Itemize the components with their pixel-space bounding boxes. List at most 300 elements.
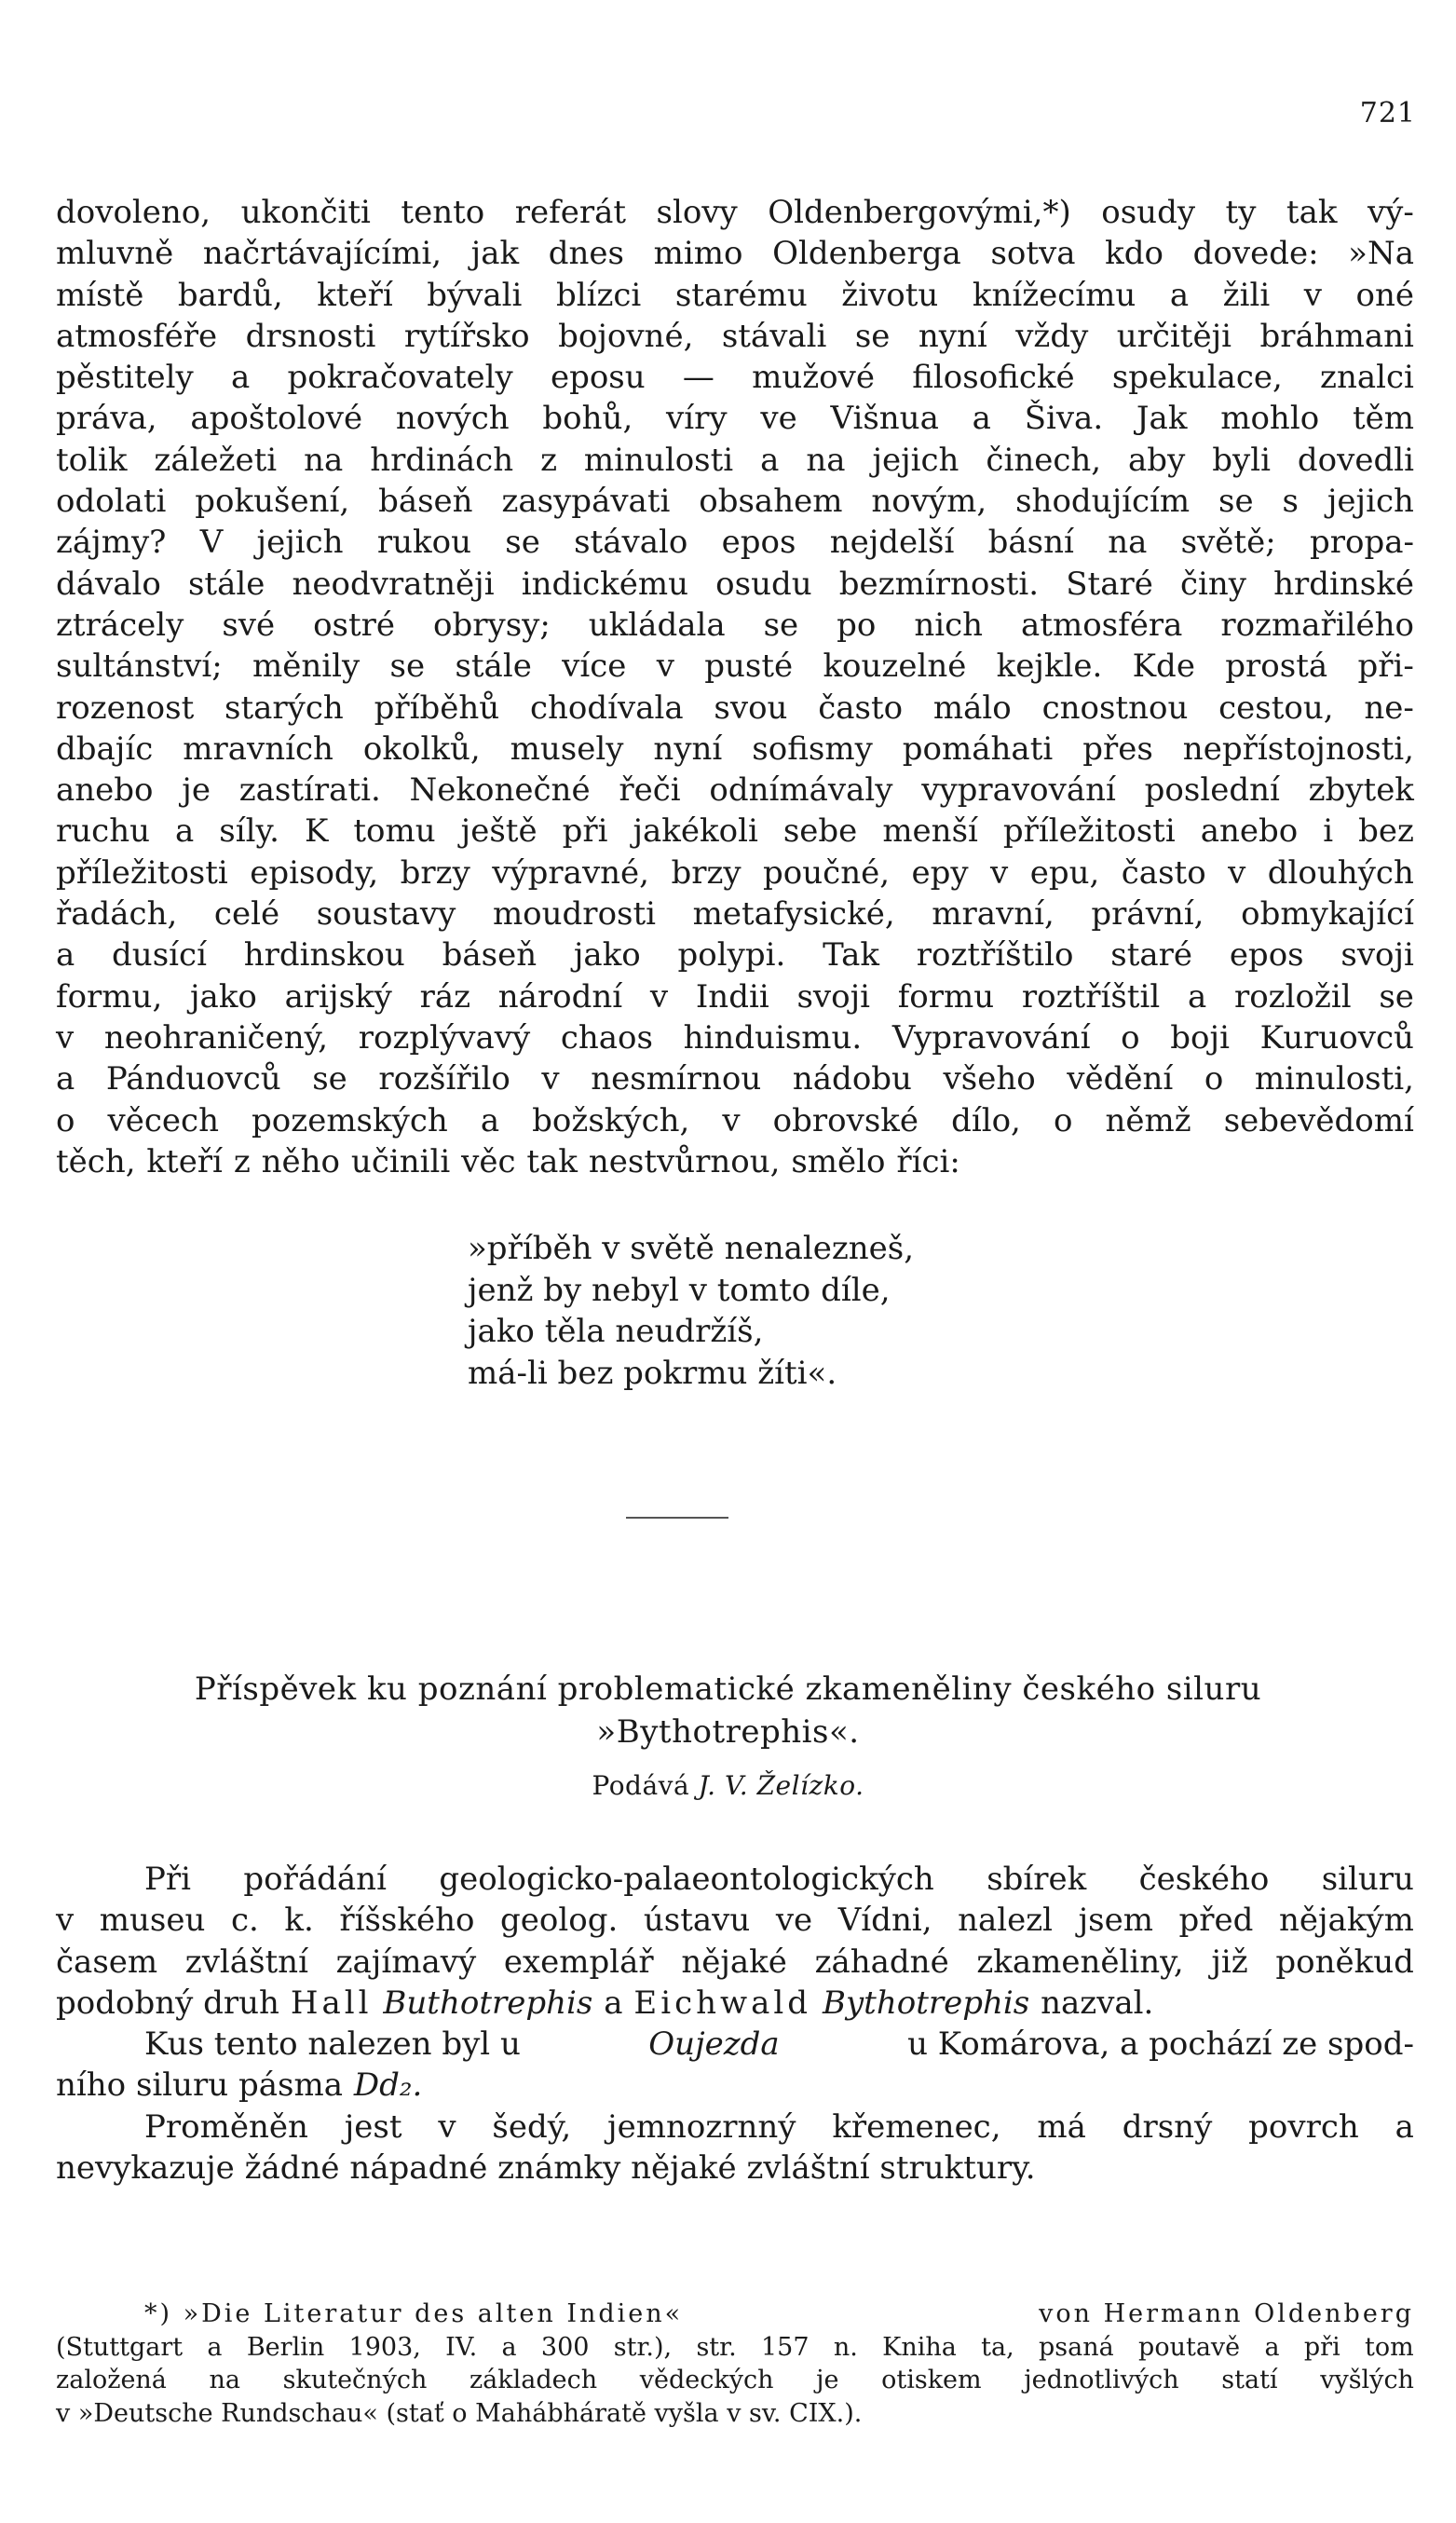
word: sebevědomí [1223, 1101, 1414, 1139]
word: bez [1358, 812, 1414, 851]
text-fragment: *) »Die Literatur des alten Indien« [144, 2299, 684, 2328]
word: epos [721, 524, 796, 562]
word: starému [674, 276, 808, 314]
text-fragment: v »Deutsche Rundschau« (stať o Mahábháratě vyšla v sv. CIX.). [56, 2398, 863, 2428]
word: vědeckých [639, 2366, 774, 2394]
word: anebo [56, 771, 154, 810]
word: všeho [943, 1060, 1036, 1098]
word: o [1204, 1060, 1224, 1098]
word: Oldenbergovými,*) [768, 194, 1071, 231]
word: siluru [1321, 1861, 1414, 1898]
word: dovedli [1297, 441, 1414, 479]
word: obrysy; [433, 606, 551, 644]
word: často [818, 689, 904, 727]
word: příležitosti [1002, 812, 1176, 851]
word: a [230, 359, 251, 397]
word: mužové [752, 359, 875, 397]
genus-name: Bythotrephis [822, 1984, 1030, 2022]
word: ta, [981, 2332, 1014, 2362]
word: Nekonečné [409, 771, 591, 810]
text-line [56, 893, 1414, 934]
word: Oldenberga [772, 235, 961, 273]
word: zbytek [1308, 771, 1414, 810]
verse-quote [468, 1228, 914, 1394]
word: obrovské [772, 1101, 919, 1139]
footnote-line [56, 2397, 1414, 2431]
word: dovede: [1192, 235, 1319, 273]
word: stávalo [574, 524, 688, 562]
word: povrch [1248, 2107, 1359, 2146]
word: pozemských [252, 1101, 448, 1139]
text-line [56, 1017, 1414, 1058]
word: a [1187, 977, 1207, 1016]
word: (Stuttgart [56, 2332, 184, 2362]
word: prostá [1225, 648, 1328, 686]
word: v [722, 1101, 741, 1139]
word: V [199, 524, 224, 562]
text-line [56, 1058, 1414, 1099]
word: rozšířilo [378, 1060, 510, 1098]
footnote-line [56, 2364, 1414, 2397]
word: dovoleno, [56, 194, 211, 231]
word: Jak [1136, 400, 1188, 438]
word: knížecímu [972, 276, 1136, 314]
word: mohlo [1220, 400, 1320, 438]
word: »Na [1348, 235, 1414, 273]
text-fragment: nevykazuje žádné nápadné známky nějaké zvláštní struktury. [56, 2149, 1036, 2188]
stratum-name: Dd₂. [353, 2066, 423, 2105]
section-divider [626, 1517, 728, 1519]
word: tom [1365, 2332, 1414, 2362]
word: řadách, [56, 895, 178, 934]
text-fragment: a [604, 1984, 623, 2022]
word: na [304, 441, 344, 479]
word: se [505, 524, 540, 562]
word: základech [469, 2366, 598, 2394]
word: Staré [1066, 565, 1153, 603]
word: jakékoli [633, 812, 758, 851]
word: báseň [442, 936, 537, 975]
word: dílo, [951, 1101, 1021, 1139]
word: str.), [613, 2332, 673, 2362]
word: polypi. [677, 936, 786, 975]
word: nich [914, 606, 984, 644]
word: časem [56, 1943, 158, 1981]
word: pěstitely [56, 359, 194, 397]
text-line [56, 1942, 1414, 1983]
word: filosofické [912, 359, 1075, 397]
word: v [990, 853, 1009, 892]
word: rozenost [56, 689, 195, 727]
word: zastírati. [238, 771, 381, 810]
text-line [56, 852, 1414, 893]
footnote-line [56, 2298, 1414, 2331]
word: dlouhých [1267, 853, 1414, 892]
word: v [656, 648, 674, 686]
word: byli [1212, 441, 1271, 479]
word: bardů, [177, 276, 283, 314]
word: ztrácely [56, 606, 184, 644]
word: stále [455, 648, 532, 686]
word: báseň [378, 483, 473, 521]
word: se [389, 648, 426, 686]
word: pomáhati [902, 730, 1054, 768]
word: poslední [1144, 771, 1280, 810]
word: jako [190, 977, 257, 1016]
word: ráz [419, 977, 470, 1016]
word: odolati [56, 483, 167, 521]
word: smělo [791, 1142, 886, 1180]
word: výpravné, [492, 853, 649, 892]
word: a [56, 1060, 75, 1098]
word: stávali [721, 317, 827, 355]
word: říšského [339, 1902, 475, 1940]
word: roztříštilo [916, 936, 1074, 975]
word: chaos [560, 1018, 653, 1057]
word: Višnua [830, 400, 939, 438]
word: brzy [400, 853, 470, 892]
word: v [56, 1018, 75, 1057]
genus-name: Buthotrephis [383, 1984, 593, 2022]
word: mimo [653, 235, 743, 273]
word: statí [1221, 2366, 1278, 2394]
word: nových [395, 400, 510, 438]
word: skutečných [282, 2366, 428, 2394]
word: básní [987, 524, 1074, 562]
word: Vypravování [891, 1018, 1091, 1057]
word: příležitosti [56, 853, 228, 892]
word: roztříštil [1021, 977, 1161, 1016]
word: neohraničený, [103, 1018, 329, 1057]
word: 300 [540, 2332, 590, 2362]
word: Kniha [882, 2332, 957, 2362]
word: tomu [353, 812, 436, 851]
word: Kde [1132, 648, 1195, 686]
word: Tak [823, 936, 879, 975]
word: svou [714, 689, 788, 727]
word: nesmírnou [591, 1060, 762, 1098]
word: a [1395, 2107, 1414, 2146]
place-name: Oujezda [648, 2025, 780, 2064]
word: formu, [56, 977, 163, 1016]
word: ústavu [643, 1902, 751, 1940]
byline [0, 1770, 1456, 1801]
word: psaná [1039, 2332, 1114, 2362]
text-line [56, 976, 1414, 1017]
text-line [56, 1141, 1414, 1182]
word: geologicko-palaeontologických [439, 1861, 934, 1898]
word: referát [514, 194, 627, 231]
word: něho [261, 1142, 341, 1180]
word: říci: [896, 1142, 960, 1180]
word: drsný [1122, 2107, 1213, 2146]
word: formu [897, 977, 995, 1016]
word: životu [841, 276, 939, 314]
word: ruchu [56, 812, 150, 851]
word: kejkle. [996, 648, 1103, 686]
text-line [56, 2065, 1414, 2106]
word: Vídni, [837, 1902, 932, 1940]
word: cnostnou [1041, 689, 1189, 727]
word: mravních [183, 730, 333, 768]
verse-line: »příběh v světě nenalezneš, [468, 1230, 915, 1267]
word: Proměněn [144, 2107, 308, 2146]
text-line [56, 646, 1414, 687]
word: rozložil [1233, 977, 1352, 1016]
word: spekulace, [1111, 359, 1283, 397]
word: exemplář [503, 1943, 654, 1981]
word: kouzelné [823, 648, 967, 686]
word: minulosti [583, 441, 734, 479]
word: při- [1357, 648, 1414, 686]
text-line [56, 729, 1414, 770]
word: pokušení, [195, 483, 350, 521]
text-line [56, 398, 1414, 439]
word: apoštolové [190, 400, 363, 438]
word: 157 [761, 2332, 810, 2362]
word: pokračovately [287, 359, 513, 397]
byline-author: J. V. Želízko. [698, 1770, 864, 1801]
word: ukládala [588, 606, 726, 644]
text-line [56, 2024, 1414, 2065]
main-paragraph [56, 192, 1414, 1182]
word: vždy [1015, 317, 1089, 355]
word: dusící [112, 936, 207, 975]
word: shodujícím [1015, 483, 1191, 521]
word: více [562, 648, 627, 686]
text-line [56, 1100, 1414, 1141]
article-title-line-1: Příspěvek ku poznání problematické zkameněliny českého siluru [194, 1671, 1262, 1708]
word: dbajíc [56, 730, 154, 768]
word: těch, [56, 1142, 136, 1180]
word: měnily [252, 648, 361, 686]
word: se [854, 317, 891, 355]
word: již [1211, 1943, 1248, 1981]
word: jejich [256, 524, 344, 562]
word: určitěji [1116, 317, 1232, 355]
word: staré [1110, 936, 1193, 975]
word: a [207, 2332, 223, 2362]
word: Indii [695, 977, 769, 1016]
word: o [1053, 1101, 1073, 1139]
word: eposu [550, 359, 646, 397]
text-line [56, 2148, 1414, 2189]
word: mravní, [932, 895, 1055, 934]
word: brzy [671, 853, 742, 892]
author-name-eichwald: Eichwald [633, 1984, 812, 2022]
word: bohů, [542, 400, 633, 438]
word: práva, [56, 400, 157, 438]
word: záležeti [154, 441, 278, 479]
word: národní [497, 977, 623, 1016]
word: poučné, [763, 853, 891, 892]
word: rytířsko [403, 317, 530, 355]
word: sebe [782, 812, 858, 851]
word: sotva [990, 235, 1076, 273]
word: a [760, 441, 780, 479]
word: příběhů [374, 689, 500, 727]
word: po [837, 606, 877, 644]
word: jejich [872, 441, 959, 479]
footnote-line [56, 2331, 1414, 2365]
word: je [816, 2366, 839, 2394]
word: pusté [704, 648, 794, 686]
word: z [540, 441, 557, 479]
word: vý- [1367, 194, 1414, 231]
word: Šiva. [1024, 400, 1104, 438]
word: nepřístojnosti, [1182, 730, 1414, 768]
word: nyní [653, 730, 723, 768]
word: v [438, 2107, 456, 2146]
word: českého [1138, 1861, 1270, 1898]
word: se [1379, 977, 1414, 1016]
text-line [56, 2107, 1414, 2148]
word: kdo [1105, 235, 1163, 273]
word: okolků, [362, 730, 481, 768]
word: svoji [1340, 936, 1414, 975]
word: v [541, 1060, 560, 1098]
word: ve [760, 400, 797, 438]
word: otiskem [881, 2366, 982, 2394]
word: drsnosti [245, 317, 376, 355]
word: hrdinskou [243, 936, 405, 975]
word: při [562, 812, 608, 851]
author-name-hall: Hall [290, 1984, 373, 2022]
word: poněkud [1275, 1943, 1414, 1981]
word: kteří [146, 1142, 223, 1180]
word: moudrosti [492, 895, 657, 934]
word: žili [1222, 276, 1271, 314]
word: víry [666, 400, 728, 438]
word: bráhmani [1259, 317, 1414, 355]
text-line [56, 481, 1414, 522]
word: bezmírnosti. [838, 565, 1040, 603]
word: v [1303, 276, 1322, 314]
word: K [304, 812, 329, 851]
word: episody, [250, 853, 379, 892]
page-number: 721 [1359, 97, 1416, 130]
word: o [56, 1101, 75, 1139]
word: dnes [548, 235, 624, 273]
word: činech, [986, 441, 1102, 479]
word: zkameněliny, [976, 1943, 1184, 1981]
word: řeči [619, 771, 681, 810]
word: nestvůrnou, [588, 1142, 781, 1180]
word: celé [213, 895, 280, 934]
word: kteří [317, 276, 393, 314]
word: před [1178, 1902, 1254, 1940]
word: zajímavý [335, 1943, 477, 1981]
word: těm [1352, 400, 1414, 438]
word: — [682, 359, 714, 397]
word: chodívala [529, 689, 684, 727]
word: tolik [56, 441, 128, 479]
word: ne- [1364, 689, 1414, 727]
word: záhadné [814, 1943, 949, 1981]
word: a [501, 2332, 517, 2362]
word: němž [1105, 1101, 1191, 1139]
word: arijský [284, 977, 392, 1016]
word: cestou, [1218, 689, 1334, 727]
word: právní, [1091, 895, 1204, 934]
word: se [1218, 483, 1254, 521]
text-fragment: nazval. [1041, 1984, 1154, 2022]
text-line [56, 522, 1414, 563]
word: osudy [1101, 194, 1196, 231]
word: metafysické, [692, 895, 895, 934]
text-line [56, 233, 1414, 274]
text-fragment: von Hermann Oldenberg [1039, 2299, 1414, 2328]
word: tak [1286, 194, 1338, 231]
word: a [972, 400, 991, 438]
word: jak [470, 235, 520, 273]
word: na [1108, 524, 1148, 562]
word: k. [284, 1902, 314, 1940]
word: činy [1179, 565, 1246, 603]
word: musely [510, 730, 624, 768]
word: má [1037, 2107, 1086, 2146]
word: a [480, 1101, 500, 1139]
word: 1903, [348, 2332, 421, 2362]
word: oné [1355, 276, 1414, 314]
word: Při [144, 1861, 192, 1898]
word: své [222, 606, 276, 644]
word: mluvně [56, 235, 174, 273]
word: sultánství; [56, 648, 223, 686]
word: minulosti, [1254, 1060, 1414, 1098]
word: c. [230, 1902, 259, 1940]
word: nějaké [681, 1943, 787, 1981]
word: Berlin [246, 2332, 325, 2362]
text-line [56, 1900, 1414, 1941]
word: často [1121, 853, 1206, 892]
word: poutavě [1138, 2332, 1241, 2362]
word: epos [1229, 936, 1304, 975]
word: stále [187, 565, 265, 603]
word: zasypávati [501, 483, 671, 521]
word: je [182, 771, 211, 810]
text-line [56, 934, 1414, 975]
word: hrdinské [1273, 565, 1414, 603]
word: bývali [427, 276, 523, 314]
word: hinduismu. [683, 1018, 863, 1057]
word: jako [573, 936, 641, 975]
word: ještě [460, 812, 537, 851]
word: křemenec, [832, 2107, 1001, 2146]
verse-line: jako těla neudržíš, [468, 1313, 764, 1350]
word: zvláštní [184, 1943, 308, 1981]
text-line [56, 316, 1414, 357]
word: vědění [1067, 1060, 1174, 1098]
word: obsahem [699, 483, 843, 521]
word: nyní [918, 317, 987, 355]
word: i [1323, 812, 1334, 851]
word: věc [461, 1142, 516, 1180]
word: soustavy [316, 895, 456, 934]
word: boji [1170, 1018, 1230, 1057]
text-line [56, 564, 1414, 605]
word: zájmy? [56, 524, 167, 562]
text-line [56, 275, 1414, 316]
word: věcech [107, 1101, 219, 1139]
word: geolog. [500, 1902, 619, 1940]
word: místě [56, 276, 144, 314]
word: atmosféra [1021, 606, 1183, 644]
word: ostré [313, 606, 396, 644]
word: síly. [219, 812, 279, 851]
article-body [56, 1859, 1414, 2189]
word: propa- [1309, 524, 1414, 562]
